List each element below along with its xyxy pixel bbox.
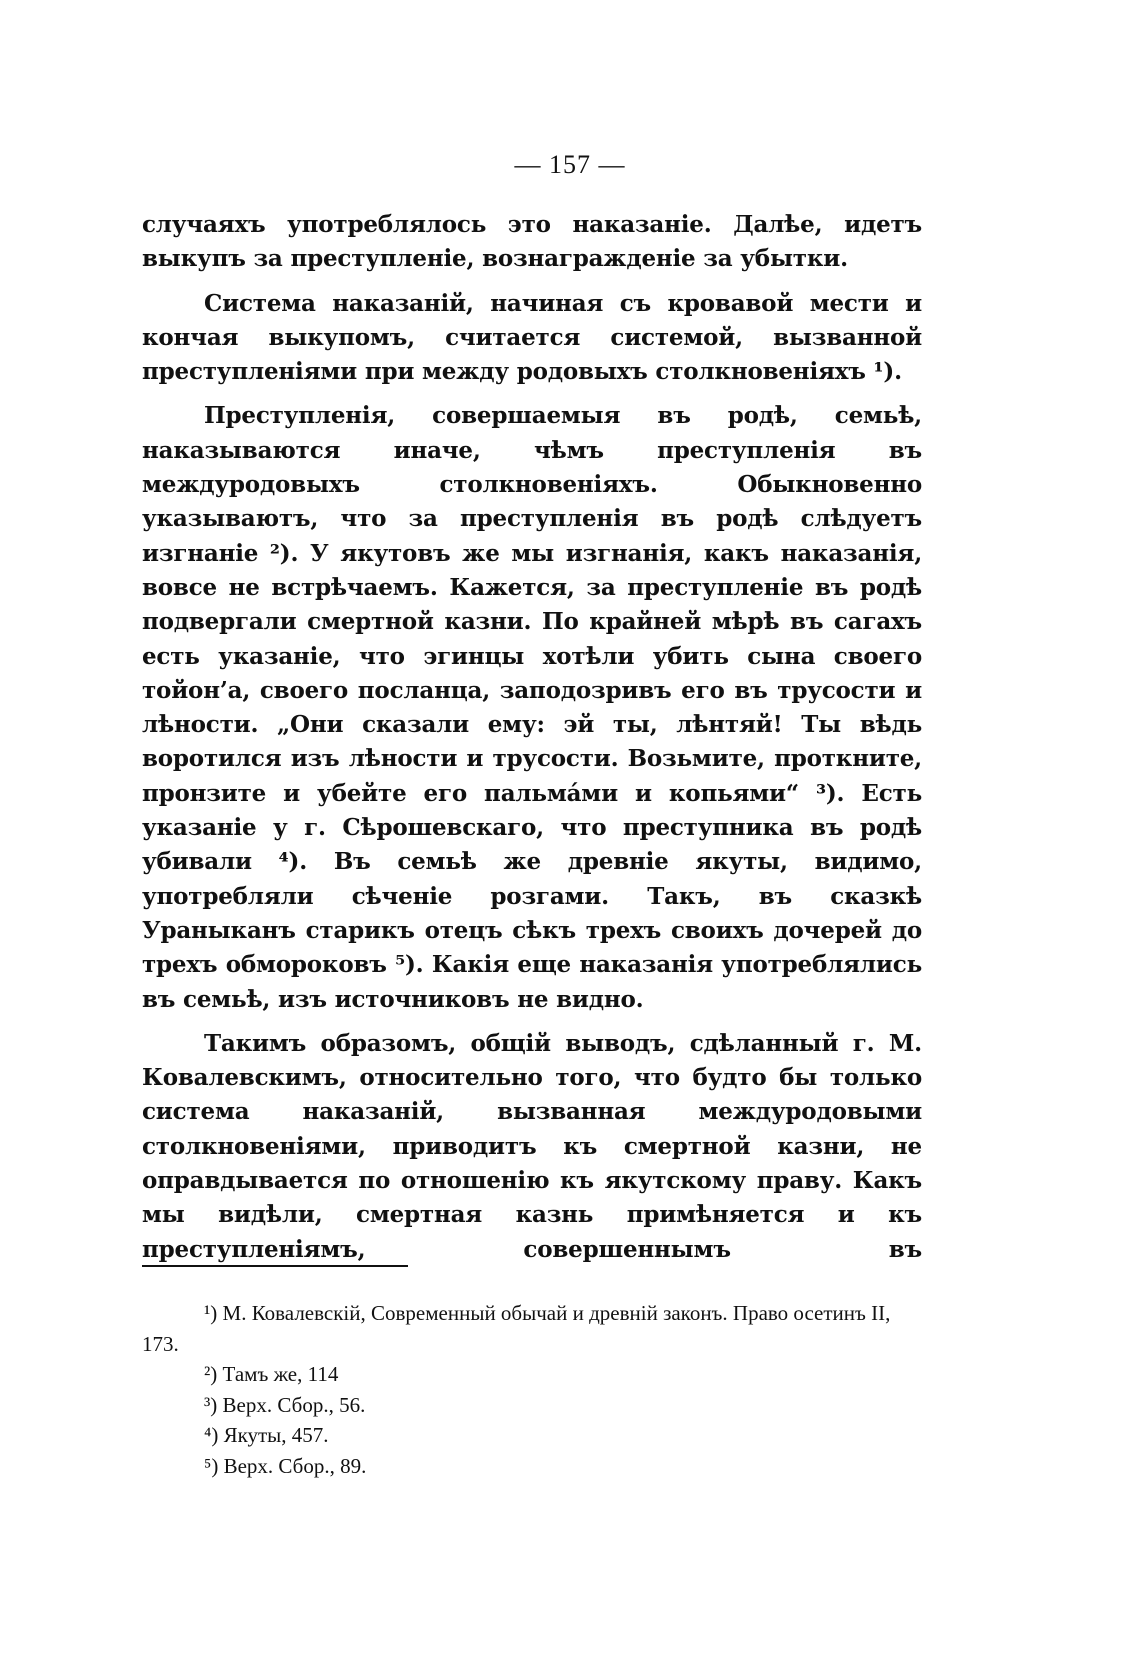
paragraph-2: Система наказаній, начиная съ кровавой мести и кончая выкупомъ, считается системой, вызванной преступленіями при между родовыхъ столкновеніяхъ ¹).: [142, 289, 922, 386]
paragraph-3: Преступленія, совершаемыя въ родѣ, семьѣ, наказываются иначе, чѣмъ преступленія въ междуродовыхъ столкновеніяхъ. Обыкновенно указываютъ, что за преступленія въ родѣ слѣдуетъ изгнаніе ²). У якутовъ же мы изгнанія, какъ наказанія, вовсе не встрѣчаемъ. Кажется, за преступленіе въ родѣ подвергали смертной казни. По крайней мѣрѣ въ сагахъ есть указаніе, что эгинцы хотѣли убить сына своего тойон’а, своего посланца, заподозривъ его въ трусости и лѣности. „Они сказали ему: эй ты, лѣнтяй! Ты вѣдь воротился изъ лѣности и трусости. Возьмите, проткните, пронзите и убейте его пальмáми и копьями“ ³). Есть указаніе у г. Сѣрошевскаго, что преступника въ родѣ убивали ⁴). Въ семьѣ же древніе якуты, видимо, употребляли сѣченіе розгами. Такъ, въ сказкѣ Ураныканъ старикъ отецъ сѣкъ трехъ своихъ дочерей до трехъ обмороковъ ⁵). Какія еще наказанія употреблялись въ семьѣ, изъ источниковъ не видно.: [142, 402, 922, 1013]
footnote-4: ⁴) Якуты, 457.: [204, 1423, 329, 1447]
footnote-5: ⁵) Верх. Сбор., 89.: [204, 1453, 367, 1478]
paragraph-4: Такимъ образомъ, общій выводъ, сдѣланный г. М. Ковалевскимъ, относительно того, что будто бы только система наказаній, вызванная междуродовыми столкновеніями, приводитъ къ смертной казни, не оправдывается по отношенію къ якутскому праву. Какъ мы видѣли, смертная казнь примѣняется и къ преступленіямъ, совершеннымъ въ: [142, 1029, 922, 1263]
page-number: — 157 —: [514, 150, 626, 179]
footnote-divider: [142, 1265, 408, 1267]
footnotes: [142, 1298, 922, 1481]
footnote-1: ¹) М. Ковалевскій, Современный обычай и древній законъ. Право осетинъ II, 173.: [142, 1301, 891, 1356]
paragraph-1: случаяхъ употреблялось это наказаніе. Далѣе, идетъ выкупъ за преступленіе, вознагражденіе за убытки.: [142, 211, 922, 273]
body-text: [142, 208, 922, 1277]
footnote-3: ³) Верх. Сбор., 56.: [204, 1392, 366, 1417]
footnote-2: ²) Тамъ же, 114: [204, 1362, 339, 1386]
